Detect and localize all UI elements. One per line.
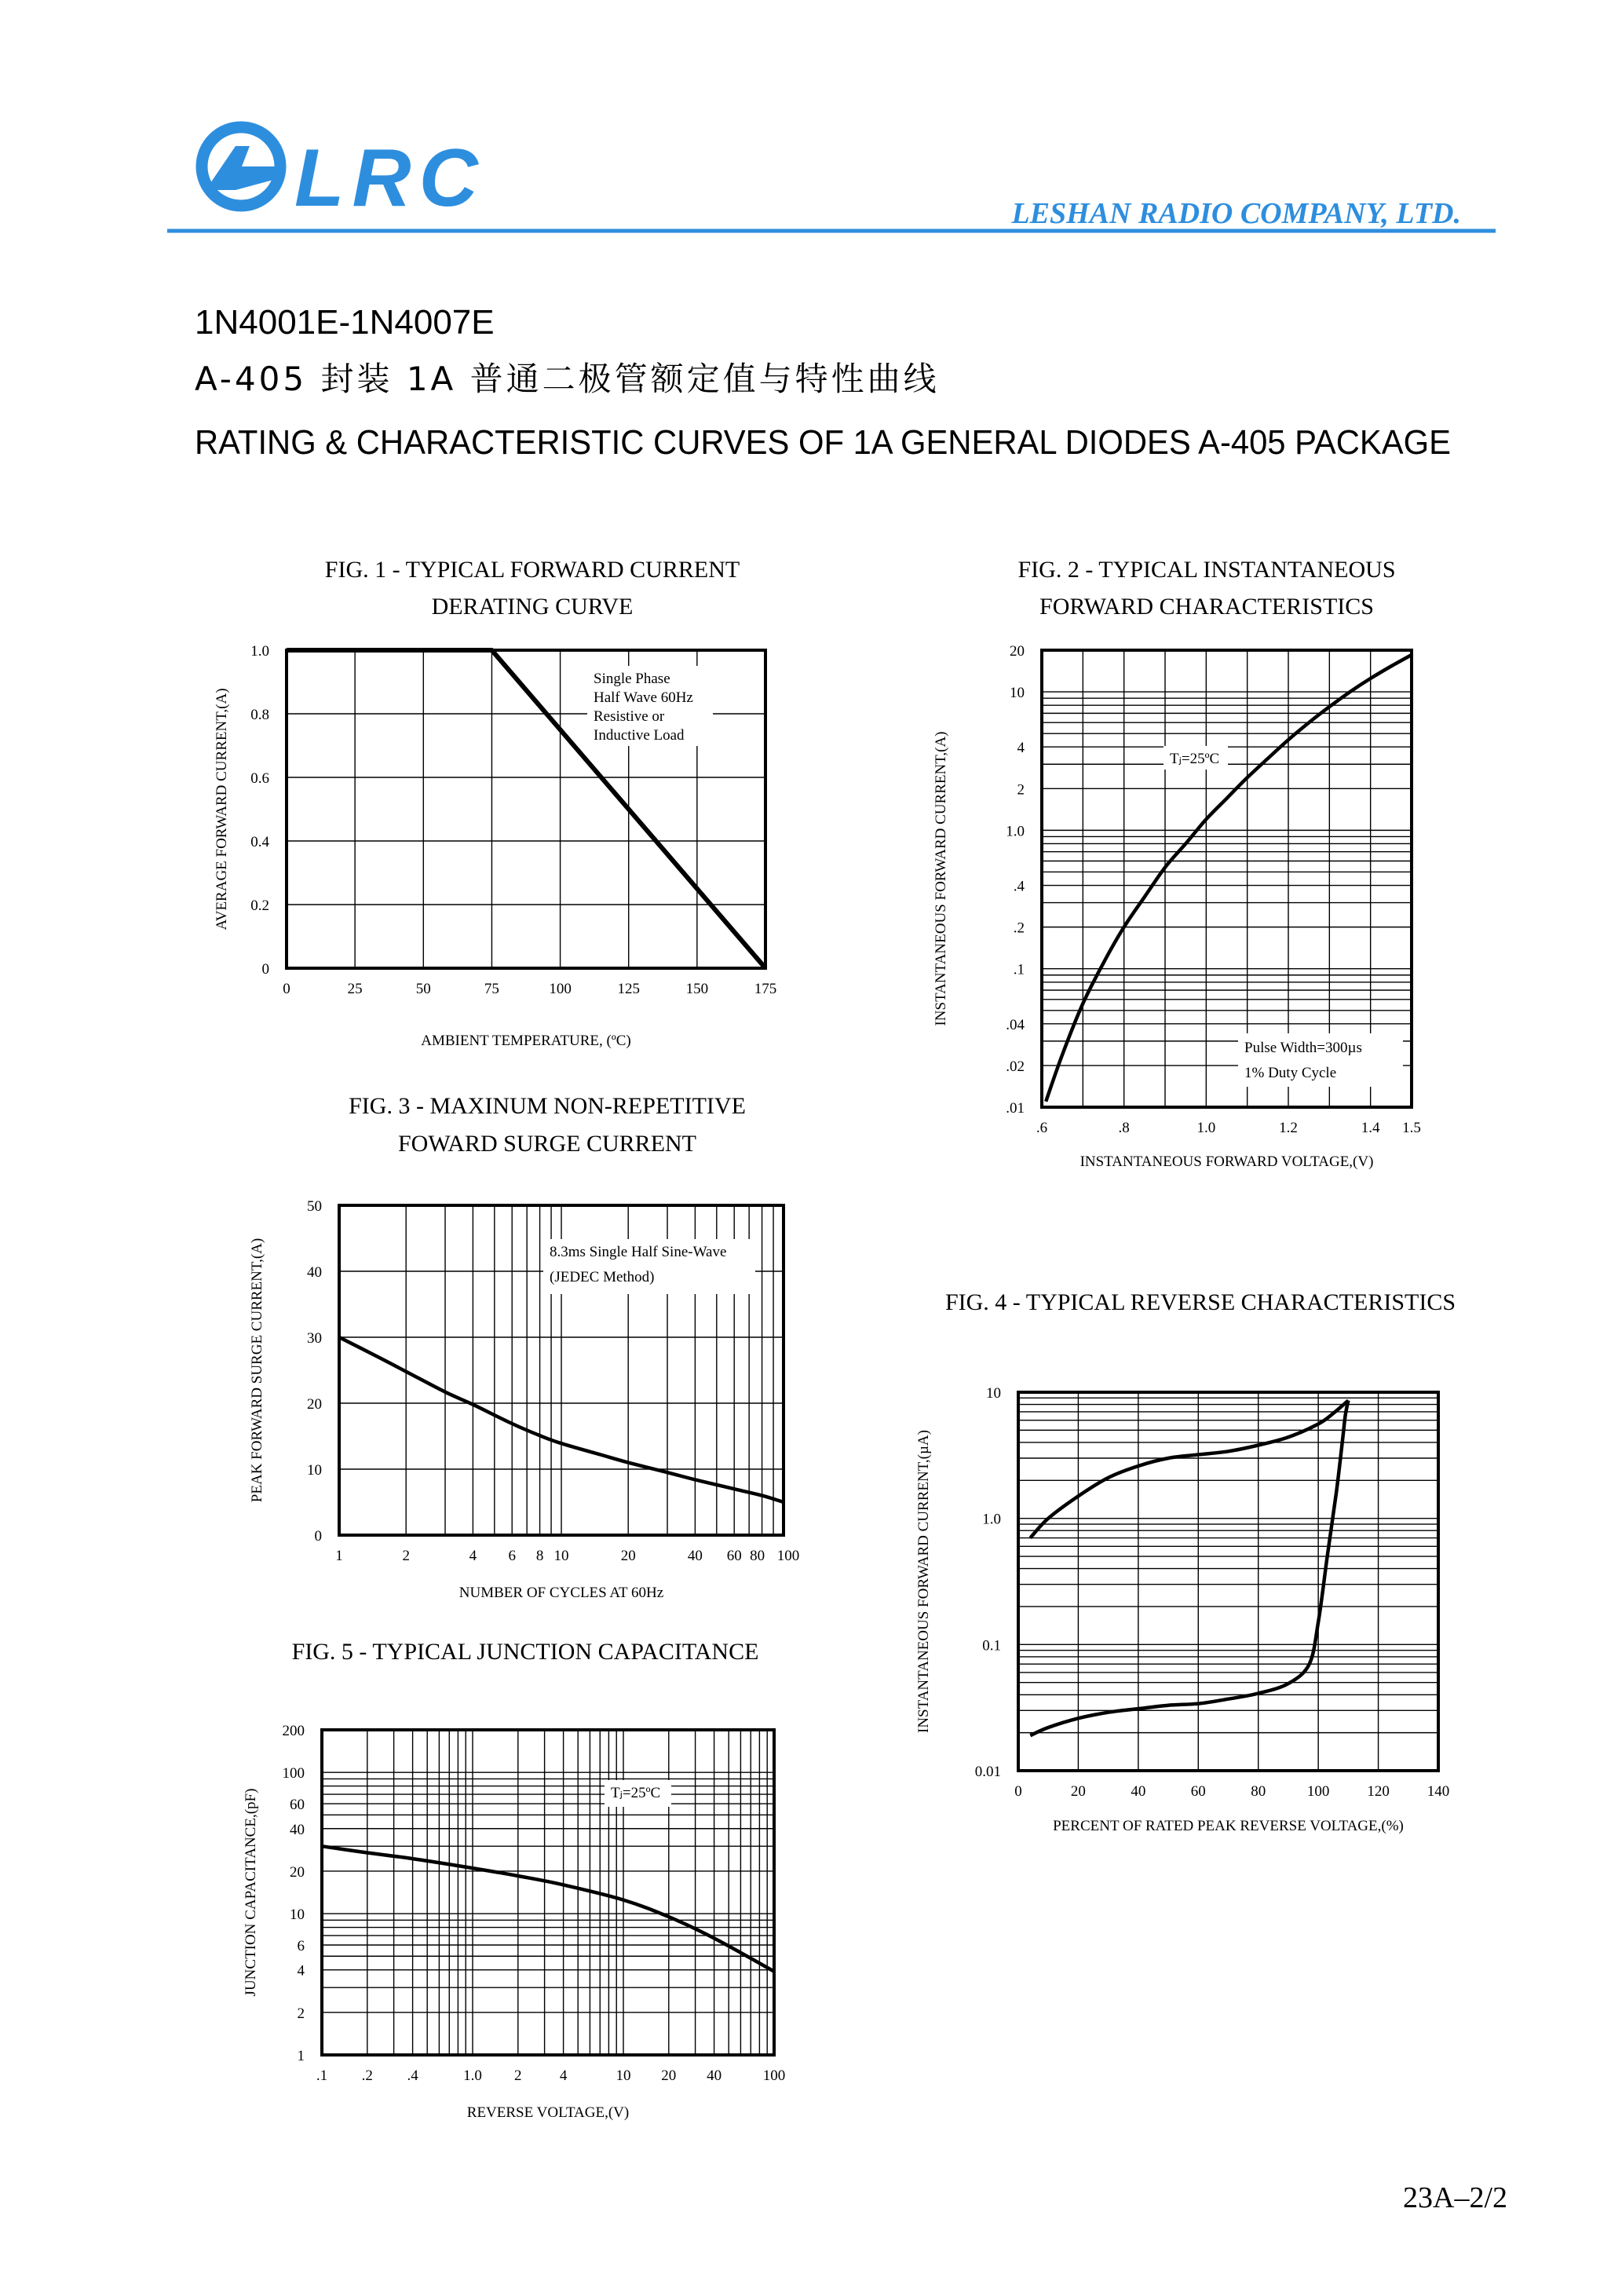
x-tick-label: 10 — [616, 2067, 631, 2084]
y-tick-label: 20 — [307, 1396, 322, 1413]
x-tick-label: 4 — [559, 2067, 568, 2084]
series-line-Tj=25C — [322, 1846, 774, 1972]
x-axis-label: AMBIENT TEMPERATURE, (ºC) — [421, 1033, 631, 1049]
x-axis-label: NUMBER OF CYCLES AT 60Hz — [458, 1585, 664, 1601]
y-tick-label: 1.0 — [982, 1511, 1001, 1528]
x-tick-label: 125 — [617, 981, 640, 997]
part-number-title: 1N4001E-1N4007E — [195, 303, 495, 342]
page-number: 23A–2/2 — [1403, 2181, 1507, 2214]
lrc-logo — [202, 127, 486, 224]
x-tick-label: 50 — [415, 981, 431, 997]
y-tick-label: 4 — [297, 1962, 305, 1980]
x-tick-label: 8 — [535, 1548, 544, 1564]
y-tick-label: 0 — [314, 1528, 322, 1545]
y-tick-label: 6 — [297, 1937, 305, 1954]
x-tick-label: 40 — [687, 1548, 703, 1564]
y-tick-label: 10 — [1010, 685, 1025, 702]
chart-title-line: FIG. 1 - TYPICAL FORWARD CURRENT — [324, 557, 740, 583]
y-tick-label: .02 — [1006, 1058, 1025, 1075]
chart-annotation: Single Phase — [594, 671, 670, 687]
y-tick-label: 20 — [290, 1863, 305, 1881]
y-tick-label: 0 — [261, 961, 269, 978]
x-tick-label: 40 — [707, 2067, 722, 2084]
x-tick-label: 1.4 — [1361, 1120, 1380, 1136]
y-tick-label: 10 — [307, 1462, 322, 1479]
x-tick-label: 100 — [776, 1548, 800, 1564]
x-tick-label: 1 — [335, 1548, 343, 1564]
x-tick-label: 100 — [549, 981, 572, 997]
x-tick-label: 100 — [1306, 1783, 1330, 1800]
x-tick-label: 150 — [685, 981, 709, 997]
y-axis-label: INSTANTANEOUS FORWARD CURRENT,(A) — [933, 731, 949, 1026]
x-axis-label: INSTANTANEOUS FORWARD VOLTAGE,(V) — [1080, 1153, 1374, 1170]
company-name: LESHAN RADIO COMPANY, LTD. — [1011, 197, 1461, 230]
fig2-forward-characteristics-chart — [933, 557, 1421, 1170]
x-tick-label: 140 — [1427, 1783, 1450, 1800]
chart-title-line: FIG. 2 - TYPICAL INSTANTANEOUS — [1017, 557, 1396, 583]
x-tick-label: .2 — [361, 2067, 373, 2084]
y-axis-label: JUNCTION CAPACITANCE,(pF) — [243, 1788, 259, 1997]
x-tick-label: 25 — [347, 981, 363, 997]
x-tick-label: 0 — [1014, 1783, 1022, 1800]
x-tick-label: 20 — [1070, 1783, 1086, 1800]
fig4-reverse-characteristics-chart — [915, 1289, 1456, 1834]
chart-annotation: 1% Duty Cycle — [1244, 1065, 1337, 1081]
y-tick-label: 2 — [1017, 781, 1025, 799]
y-tick-label: 100 — [282, 1765, 305, 1782]
fig3-surge-current-chart — [249, 1093, 799, 1601]
chart-annotation: 8.3ms Single Half Sine-Wave — [550, 1244, 727, 1260]
y-tick-label: 1.0 — [250, 643, 269, 660]
y-tick-label: 0.8 — [250, 707, 269, 723]
chart-title-line: FIG. 3 - MAXINUM NON-REPETITIVE — [349, 1093, 746, 1119]
chart-title-line: FORWARD CHARACTERISTICS — [1039, 594, 1374, 620]
x-tick-label: 175 — [754, 981, 777, 997]
y-tick-label: 50 — [307, 1198, 322, 1215]
x-tick-label: 1.0 — [1196, 1120, 1216, 1136]
y-tick-label: 4 — [1017, 740, 1025, 757]
y-axis-label: INSTANTANEOUS FORWARD CURRENT,(µA) — [915, 1430, 932, 1733]
y-tick-label: 1 — [297, 2048, 305, 2064]
x-tick-label: 2 — [514, 2067, 522, 2084]
y-tick-label: 60 — [290, 1797, 305, 1814]
chart-annotation: Half Wave 60Hz — [594, 689, 693, 706]
x-tick-label: 120 — [1367, 1783, 1390, 1800]
chart-annotation: Inductive Load — [594, 727, 685, 744]
chart-title-line: FIG. 4 - TYPICAL REVERSE CHARACTERISTICS — [944, 1289, 1456, 1315]
y-tick-label: .1 — [1013, 961, 1025, 978]
y-tick-label: 40 — [290, 1821, 305, 1838]
x-tick-label: 60 — [1190, 1783, 1206, 1800]
chart-title-line: DERATING CURVE — [431, 594, 634, 620]
x-tick-label: 10 — [553, 1548, 569, 1564]
chart-annotation: (JEDEC Method) — [550, 1269, 655, 1285]
y-tick-label: 40 — [307, 1264, 322, 1281]
y-tick-label: 1.0 — [1006, 823, 1025, 840]
y-tick-label: 20 — [1010, 643, 1025, 660]
y-tick-label: .01 — [1006, 1100, 1025, 1117]
x-tick-label: 1.5 — [1402, 1120, 1421, 1136]
y-tick-label: .4 — [1013, 878, 1025, 895]
x-tick-label: 100 — [762, 2067, 786, 2084]
x-tick-label: 4 — [469, 1548, 477, 1564]
chinese-title: A-405 封装 1A 普通二极管额定值与特性曲线 — [195, 360, 940, 398]
fig5-junction-capacitance-chart — [243, 1639, 785, 2121]
logo-plane-icon — [206, 146, 276, 190]
x-tick-label: 40 — [1131, 1783, 1146, 1800]
x-tick-label: 1.2 — [1279, 1120, 1298, 1136]
x-tick-label: 60 — [726, 1548, 742, 1564]
y-tick-label: 10 — [290, 1907, 305, 1924]
chart-annotation: Tⱼ=25ºC — [1170, 751, 1220, 767]
y-tick-label: 0.1 — [982, 1637, 1001, 1654]
y-axis-label: PEAK FORWARD SURGE CURRENT,(A) — [249, 1238, 265, 1503]
x-tick-label: .1 — [316, 2067, 328, 2084]
x-tick-label: .4 — [407, 2067, 418, 2084]
x-tick-label: .6 — [1036, 1120, 1048, 1136]
fig1-derating-chart — [214, 557, 776, 1049]
x-tick-label: 75 — [484, 981, 499, 997]
y-axis-label: AVERAGE FORWARD CURRENT,(A) — [214, 688, 230, 930]
x-axis-label: REVERSE VOLTAGE,(V) — [466, 2104, 630, 2121]
chart-annotation: Resistive or — [594, 708, 665, 725]
x-tick-label: 2 — [402, 1548, 410, 1564]
y-tick-label: .04 — [1006, 1016, 1025, 1033]
y-tick-label: 30 — [307, 1330, 322, 1347]
y-tick-label: 10 — [986, 1385, 1001, 1402]
x-tick-label: 80 — [1251, 1783, 1266, 1800]
logo-text: LRC — [294, 133, 486, 224]
english-title: RATING & CHARACTERISTIC CURVES OF 1A GENERAL DIODES A-405 PACKAGE — [195, 423, 1451, 462]
y-tick-label: 0.6 — [250, 770, 269, 787]
x-tick-label: 20 — [620, 1548, 636, 1564]
chart-title-line: FIG. 5 - TYPICAL JUNCTION CAPACITANCE — [291, 1639, 759, 1665]
x-tick-label: 1.0 — [463, 2067, 482, 2084]
y-tick-label: 2 — [297, 2005, 305, 2022]
y-tick-label: .2 — [1013, 919, 1025, 937]
x-tick-label: 80 — [750, 1548, 765, 1564]
chart-annotation: Pulse Width=300µs — [1244, 1040, 1362, 1056]
x-tick-label: 0 — [283, 981, 290, 997]
y-tick-label: 0.2 — [250, 898, 269, 914]
x-tick-label: 6 — [508, 1548, 516, 1564]
y-tick-label: 200 — [282, 1723, 305, 1739]
x-axis-label: PERCENT OF RATED PEAK REVERSE VOLTAGE,(%) — [1053, 1818, 1404, 1834]
x-tick-label: 20 — [661, 2067, 677, 2084]
x-tick-label: .8 — [1118, 1120, 1130, 1136]
chart-title-line: FOWARD SURGE CURRENT — [397, 1131, 697, 1157]
y-tick-label: 0.4 — [250, 834, 269, 850]
plot-frame — [1018, 1392, 1438, 1771]
y-tick-label: 0.01 — [974, 1764, 1001, 1780]
chart-annotation: Tⱼ=25ºC — [611, 1785, 661, 1801]
